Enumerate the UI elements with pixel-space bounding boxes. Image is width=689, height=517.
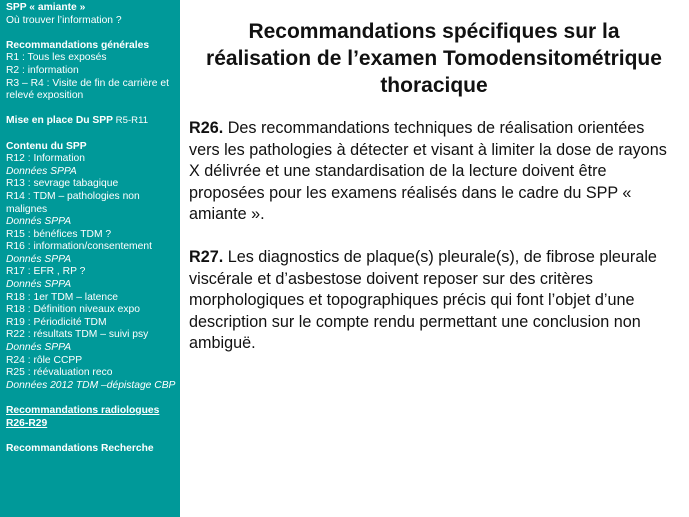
sidebar-nav — [0, 0, 180, 517]
sidebar-item-r14[interactable]: R14 : TDM – pathologies non malignes — [6, 190, 140, 215]
recommendation-r27 — [189, 247, 669, 355]
slide-content — [189, 118, 669, 355]
sidebar-item-r17[interactable]: R17 : EFR , RP ? — [6, 266, 86, 278]
r26-label: R26. — [189, 119, 224, 137]
sidebar-data-sppa-5[interactable]: Donnés SPPA — [6, 342, 72, 354]
sidebar-item-r13[interactable]: R13 : sevrage tabagique — [6, 178, 119, 190]
slide-title-line-1: Recommandations spécifiques sur la — [248, 20, 620, 43]
slide-title-line-3: thoracique — [380, 74, 488, 97]
sidebar-item-r12[interactable]: R12 : Information — [6, 153, 85, 165]
sidebar-item-r24[interactable]: R24 : rôle CCPP — [6, 354, 83, 366]
sidebar-data-sppa-1[interactable]: Données SPPA — [6, 165, 77, 177]
sidebar-data-sppa-4[interactable]: Donnés SPPA — [6, 279, 72, 291]
sidebar-item-r19[interactable]: R19 : Périodicité TDM — [6, 316, 107, 328]
sidebar-item-r3-r4[interactable]: R3 – R4 : Visite de fin de carrière et relevé exposition — [6, 77, 169, 102]
sidebar-research-recos[interactable]: Recommandations Recherche — [6, 442, 154, 454]
slide-title — [184, 18, 684, 99]
sidebar-setup-label: Mise en place Du SPP — [6, 115, 114, 127]
sidebar-item-r2[interactable]: R2 : information — [6, 64, 79, 76]
r26-text: Des recommandations techniques de réalisation orientées vers les pathologies à détecter et visant à limiter la dose de rayons X délivrée et une standardisation de la lecture doivent être proposées pour les examens réalisés dans le cadre du SPP « amiante ». — [189, 119, 667, 224]
sidebar-data-sppa-2[interactable]: Donnés SPPA — [6, 216, 72, 228]
slide-title-line-2: réalisation de l’examen Tomodensitométrique — [206, 47, 662, 70]
sidebar-content-heading[interactable]: Contenu du SPP — [6, 140, 87, 152]
sidebar-setup-range: R5-R11 — [113, 115, 149, 127]
sidebar-where-info[interactable]: Où trouver l’information ? — [6, 14, 122, 26]
sidebar-radiology-recos[interactable]: Recommandations radiologues R26-R29 — [6, 405, 160, 429]
sidebar-item-r25[interactable]: R25 : réévaluation reco — [6, 367, 113, 379]
r27-text: Les diagnostics de plaque(s) pleurale(s), de fibrose pleurale viscérale et d’asbestose doivent reposer sur des critères morphologiques et topographiques précis qui font l’objet d’une description sur le compte rendu permettant une conclusion non ambiguë. — [189, 247, 657, 353]
sidebar-data-2012[interactable]: Données 2012 TDM –dépistage CBP — [6, 379, 176, 391]
sidebar-data-sppa-3[interactable]: Donnés SPPA — [6, 253, 72, 265]
sidebar-item-r1[interactable]: R1 : Tous les exposés — [6, 52, 107, 64]
sidebar-item-r22[interactable]: R22 : résultats TDM – suivi psy — [6, 329, 149, 341]
sidebar-general-heading[interactable]: Recommandations générales — [6, 39, 150, 51]
sidebar-item-r15[interactable]: R15 : bénéfices TDM ? — [6, 228, 112, 240]
sidebar-item-r16[interactable]: R16 : information/consentement — [6, 241, 152, 253]
sidebar-item-r18b[interactable]: R18 : Définition niveaux expo — [6, 304, 140, 316]
recommendation-r26 — [189, 118, 669, 226]
sidebar-item-r18[interactable]: R18 : 1er TDM – latence — [6, 291, 118, 303]
sidebar-spp-title[interactable]: SPP « amiante » — [6, 2, 86, 13]
r27-label: R27. — [189, 247, 224, 266]
sidebar-setup[interactable] — [6, 115, 176, 128]
